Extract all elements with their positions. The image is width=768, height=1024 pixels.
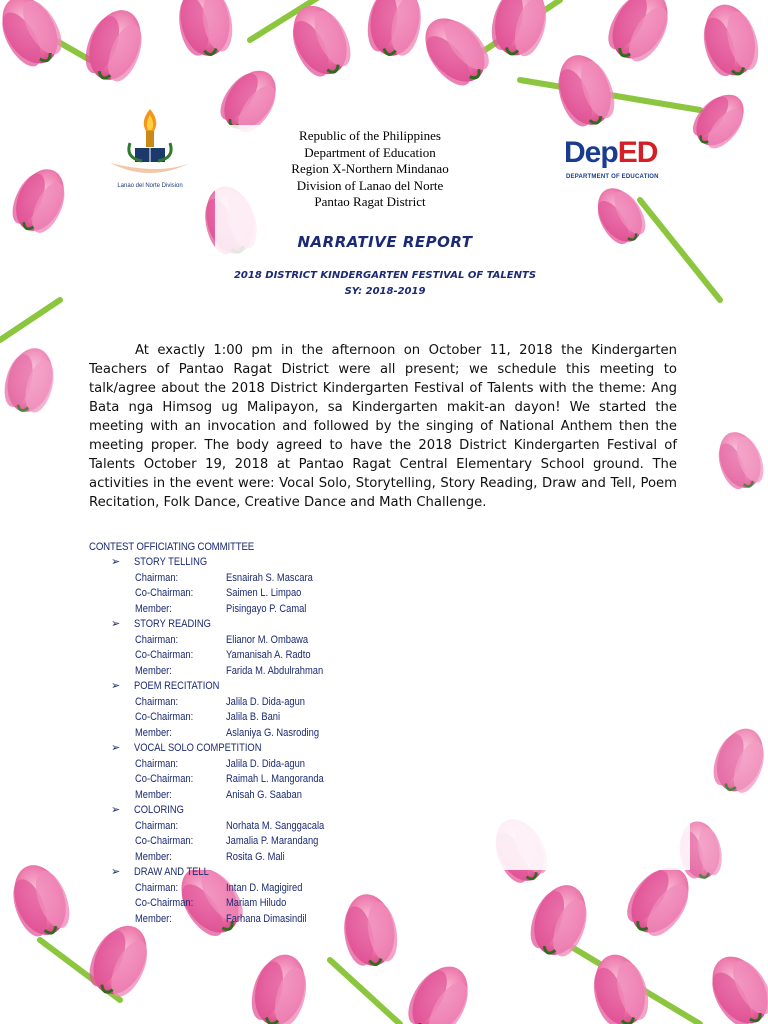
arrow-bullet-icon: ➢ <box>111 742 121 754</box>
member-role: Co-Chairman: <box>135 773 194 785</box>
member-role: Member: <box>135 850 172 863</box>
category-name: COLORING <box>134 804 184 816</box>
member-name: Jalila B. Bani <box>226 711 281 723</box>
member-name: Farhana Dimasindil <box>226 912 307 925</box>
report-title: NARRATIVE REPORT <box>297 233 473 251</box>
member-role: Chairman: <box>135 571 179 584</box>
member-name: Yamanisah A. Radto <box>226 649 311 661</box>
member-name: Rosita G. Mali <box>226 850 285 863</box>
arrow-bullet-icon: ➢ <box>111 618 121 630</box>
committee-member-row <box>89 726 489 742</box>
member-name: Anisah G. Saaban <box>226 788 302 801</box>
member-role: Co-Chairman: <box>135 835 194 847</box>
member-role: Chairman: <box>135 819 179 832</box>
committee-category <box>89 679 489 695</box>
category-name: POEM RECITATION <box>134 680 220 692</box>
member-role: Co-Chairman: <box>135 711 194 723</box>
document-header <box>250 128 490 211</box>
member-name: Farida M. Abdulrahman <box>226 664 324 677</box>
member-role: Chairman: <box>135 695 179 708</box>
committee-member-row <box>89 664 489 680</box>
member-name: Raimah L. Mangoranda <box>226 773 324 785</box>
subtitle-event: 2018 DISTRICT KINDERGARTEN FESTIVAL OF TALENTS <box>233 270 537 281</box>
subtitle-school-year: SY: 2018-2019 <box>344 286 426 297</box>
member-role: Member: <box>135 912 172 925</box>
member-name: Jalila D. Dida-agun <box>226 695 305 708</box>
member-name: Jalila D. Dida-agun <box>226 757 305 770</box>
committee-heading: CONTEST OFFICIATING COMMITTEE <box>89 541 255 553</box>
header-line-2: Department of Education <box>304 144 436 160</box>
committee-member-row <box>89 772 489 788</box>
member-role: Chairman: <box>135 633 179 646</box>
committee-member-row <box>89 896 489 912</box>
committee-member-row <box>89 695 489 711</box>
committee-member-row <box>89 602 489 618</box>
committee-member-row <box>89 710 489 726</box>
arrow-bullet-icon: ➢ <box>111 680 121 692</box>
member-role: Member: <box>135 788 172 801</box>
member-name: Esnairah S. Mascara <box>226 571 313 584</box>
category-name: STORY TELLING <box>134 556 208 568</box>
committee-category <box>89 617 489 633</box>
member-name: Mariam Hiludo <box>226 897 287 909</box>
header-line-5: Pantao Ragat District <box>314 194 426 209</box>
committee-member-row <box>89 648 489 664</box>
member-role: Co-Chairman: <box>135 897 194 909</box>
committee-member-row <box>89 633 489 649</box>
member-name: Pisingayo P. Camal <box>226 602 307 615</box>
committee-section <box>89 539 489 927</box>
committee-category <box>89 555 489 571</box>
arrow-bullet-icon: ➢ <box>111 866 121 878</box>
committee-member-row <box>89 834 489 850</box>
member-name: Norhata M. Sanggacala <box>226 819 325 832</box>
header-line-1: Republic of the Philippines <box>299 128 441 143</box>
arrow-bullet-icon: ➢ <box>111 556 121 568</box>
member-role: Member: <box>135 664 172 677</box>
deped-logo <box>560 130 682 188</box>
committee-member-row <box>89 912 489 928</box>
division-logo-caption: Lanao del Norte Division <box>117 183 183 189</box>
member-name: Aslaniya G. Nasroding <box>226 726 320 739</box>
member-role: Member: <box>135 726 172 739</box>
torch-book-emblem-icon <box>100 103 200 183</box>
committee-member-row <box>89 788 489 804</box>
member-name: Elianor M. Ombawa <box>226 633 309 646</box>
report-subtitle <box>180 268 590 300</box>
committee-member-row <box>89 850 489 866</box>
narrative-paragraph: At exactly 1:00 pm in the afternoon on October 11, 2018 the Kindergarten Teachers of Pantao Ragat District were all present; we schedule this meeting to talk/agree about the 2018 District Kindergarten Festival of Talents with the theme: Ang Bata nga Himsog ug Malipayon, sa Kindergarten makit-an dayon! We started the meeting with an invocation and followed by the singing of National Anthem then the meeting proper. The body agreed to have the 2018 District Kindergarten Festival of Talents October 19, 2018 at Pantao Ragat Central Elementary School ground. The activities in the event were: Vocal Solo, Storytelling, Story Reading, Draw and Tell, Poem Recitation, Folk Dance, Creative Dance and Math Challenge. <box>89 343 677 510</box>
division-logo <box>100 103 200 200</box>
member-role: Co-Chairman: <box>135 587 194 599</box>
member-name: Intan D. Magigired <box>226 881 303 894</box>
header-line-4: Division of Lanao del Norte <box>296 177 444 193</box>
arrow-bullet-icon: ➢ <box>111 804 121 816</box>
member-role: Chairman: <box>135 881 179 894</box>
header-line-3: Region X-Northern Mindanao <box>291 161 449 176</box>
category-name: DRAW AND TELL <box>134 866 209 878</box>
member-role: Member: <box>135 602 172 615</box>
committee-category <box>89 803 489 819</box>
committee-member-row <box>89 571 489 587</box>
committee-list <box>89 555 489 927</box>
committee-category <box>89 865 489 881</box>
member-role: Chairman: <box>135 757 179 770</box>
committee-member-row <box>89 819 489 835</box>
committee-member-row <box>89 881 489 897</box>
category-name: VOCAL SOLO COMPETITION <box>134 742 262 754</box>
committee-category <box>89 741 489 757</box>
deped-subtitle: DEPARTMENT OF EDUCATION <box>566 174 659 180</box>
member-name: Saimen L. Limpao <box>226 587 302 599</box>
member-name: Jamalia P. Marandang <box>226 835 319 847</box>
category-name: STORY READING <box>134 618 211 630</box>
member-role: Co-Chairman: <box>135 649 194 661</box>
committee-member-row <box>89 586 489 602</box>
committee-member-row <box>89 757 489 773</box>
deped-wordmark: DepED <box>564 136 658 169</box>
